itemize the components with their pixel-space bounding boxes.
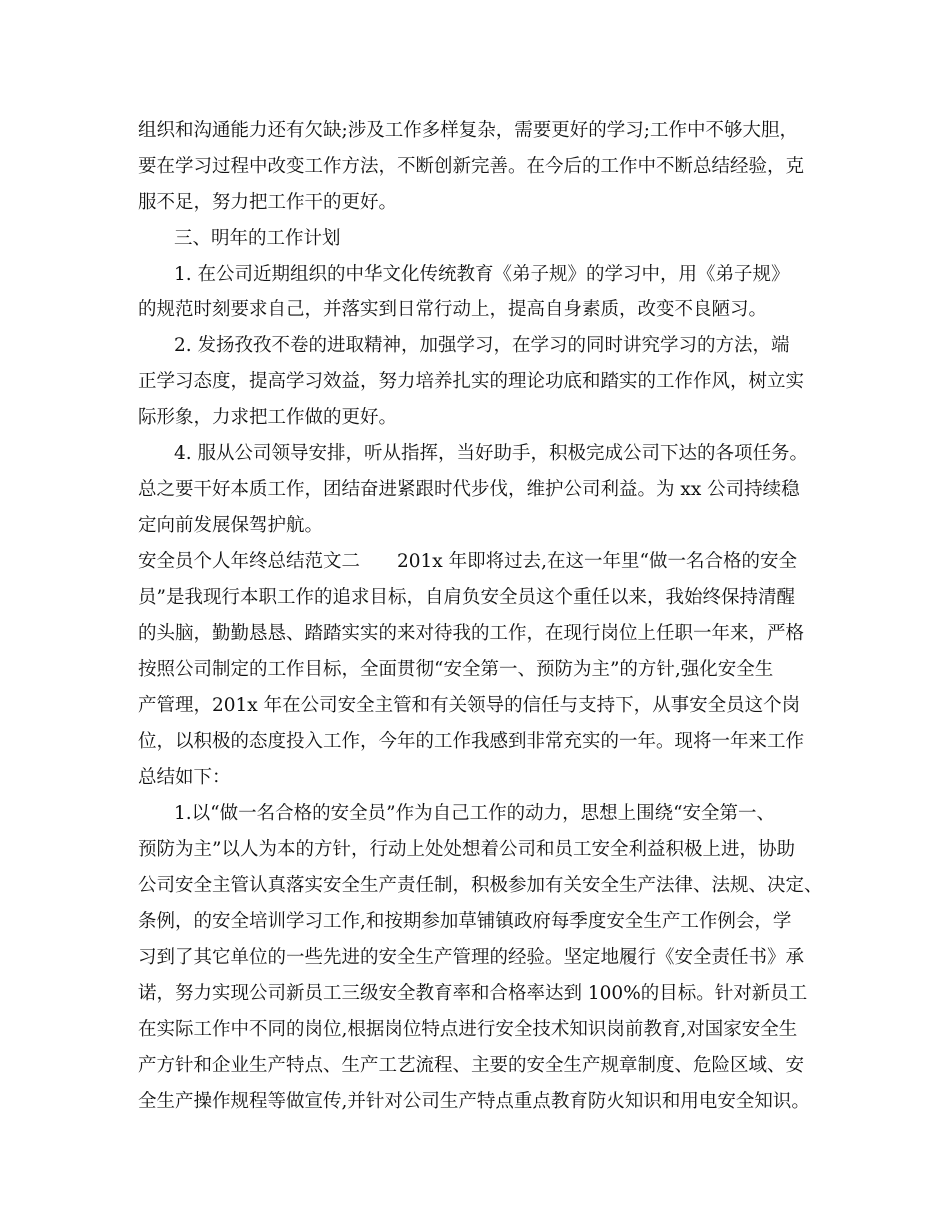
text-line: 产方针和企业生产特点、生产工艺流程、主要的安全生产规章制度、危险区域、安 [138,1055,805,1076]
text-line: 1.以“做一名合格的安全员”作为自己工作的动力，思想上围绕“安全第一、 [174,803,776,824]
text-line: 全生产操作规程等做宣传,并针对公司生产特点重点教育防火知识和用电安全知识。 [138,1091,810,1112]
text-line: 条例，的安全培训学习工作,和按期参加草铺镇政府每季度安全生产工作例会，学 [138,911,792,932]
text-line: 总之要干好本质工作，团结奋进紧跟时代步伐，维护公司利益。为 xx 公司持续稳 [138,479,800,500]
text-line: 正学习态度，提高学习效益，努力培养扎实的理论功底和踏实的工作作风，树立实 [138,371,805,392]
text-line: 组织和沟通能力还有欠缺;涉及工作多样复杂，需要更好的学习;工作中不够大胆， [138,120,798,141]
section-heading: 三、明年的工作计划 [174,228,341,249]
text-line: 要在学习过程中改变工作方法，不断创新完善。在今后的工作中不断总结经验，克 [138,156,805,177]
text-line: 定向前发展保驾护航。 [138,515,324,536]
text-line: 的头脑，勤勤恳恳、踏踏实实的来对待我的工作，在现行岗位上任职一年来，严格 [138,623,805,644]
text-line: 际形象，力求把工作做的更好。 [138,407,398,428]
text-line: 总结如下： [138,767,231,788]
text-line: 公司安全主管认真落实安全生产责任制，积极参加有关安全生产法律、法规、决定、 [138,875,823,896]
text-line: 的规范时刻要求自己，并落实到日常行动上，提高自身素质，改变不良陋习。 [138,299,768,320]
text-line: 在实际工作中不同的岗位,根据岗位特点进行安全技术知识岗前教育,对国家安全生 [138,1019,798,1040]
text-line: 产管理，201x 年在公司安全主管和有关领导的信任与支持下，从事安全员这个岗 [138,695,801,716]
text-line: 服不足，努力把工作干的更好。 [138,192,398,213]
text-line: 预防为主”以人为本的方针，行动上处处想着公司和员工安全利益积极上进，协助 [138,839,795,860]
text-line: 位，以积极的态度投入工作，今年的工作我感到非常充实的一年。现将一年来工作 [138,731,805,752]
text-line: 习到了其它单位的一些先进的安全生产管理的经验。坚定地履行《安全责任书》承 [138,947,805,968]
text-line: 按照公司制定的工作目标，全面贯彻“安全第一、预防为主”的方针,强化安全生 [138,659,774,680]
text-line: 诺，努力实现公司新员工三级安全教育率和合格率达到 100%的目标。针对新员工 [138,983,808,1004]
text-line: 4. 服从公司领导安排，听从指挥，当好助手，积极完成公司下达的各项任务。 [174,443,809,464]
text-line: 1. 在公司近期组织的中华文化传统教育《弟子规》的学习中，用《弟子规》 [174,264,790,285]
section-title-line: 安全员个人年终总结范文二 201x 年即将过去,在这一年里“做一名合格的安全 [138,551,797,572]
text-line: 2. 发扬孜孜不卷的进取精神，加强学习，在学习的同时讲究学习的方法，端 [174,335,790,356]
text-line: 员”是我现行本职工作的追求目标，自肩负安全员这个重任以来，我始终保持清醒 [138,587,795,608]
